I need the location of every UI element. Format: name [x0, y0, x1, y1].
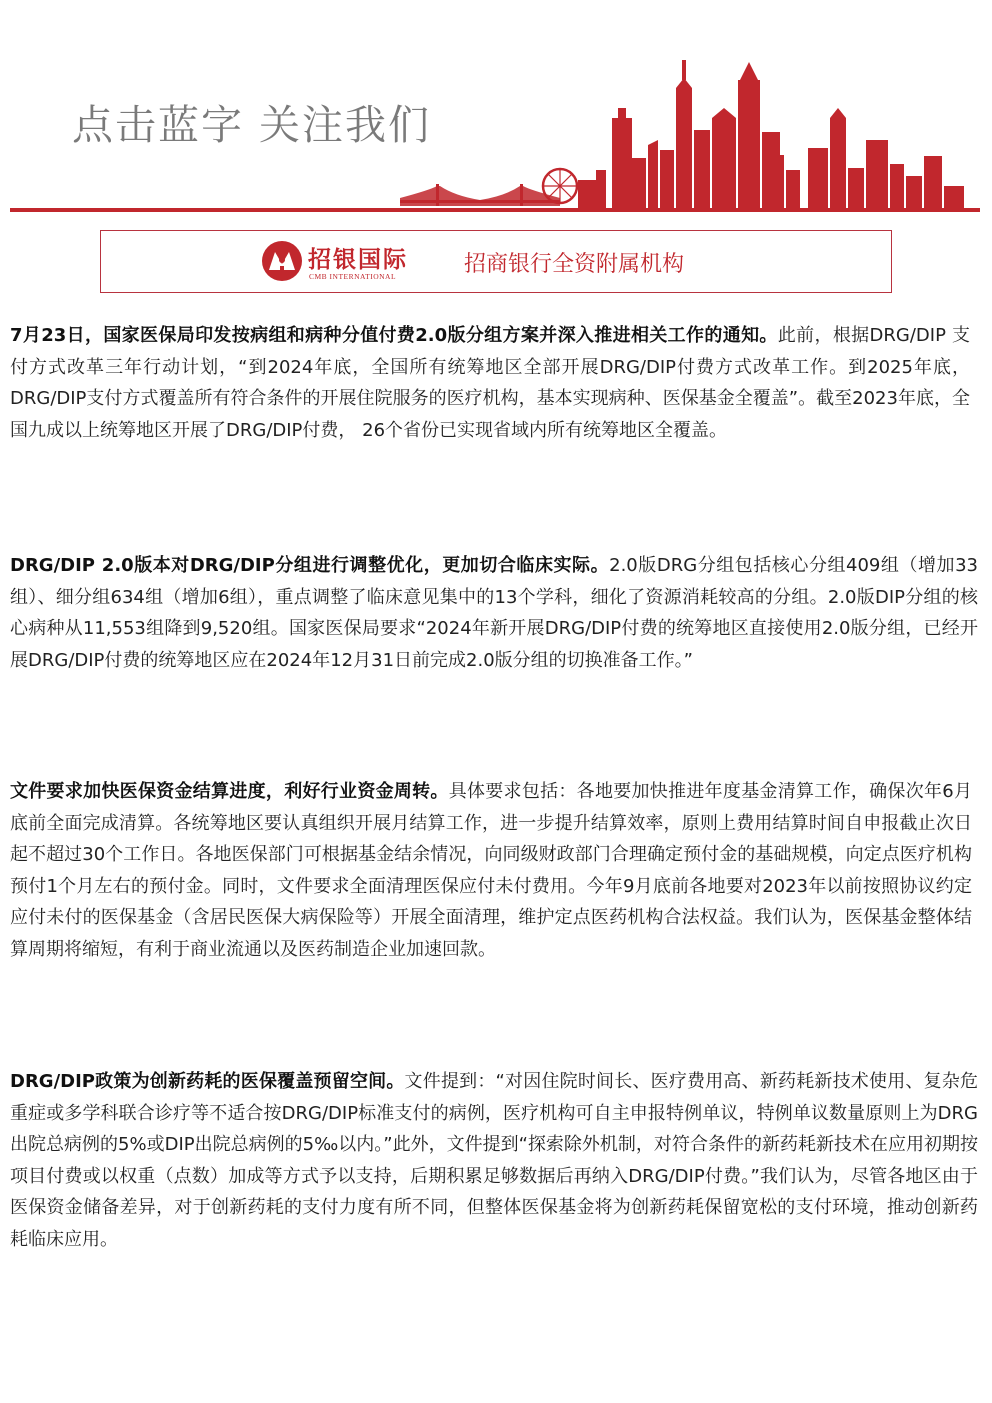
paragraph-1: [10, 320, 970, 446]
brand-logo-english: CMB INTERNATIONAL: [309, 272, 397, 281]
follow-us-text[interactable]: 点击蓝字 关注我们: [72, 101, 432, 149]
paragraph-4: [10, 1066, 978, 1255]
paragraph-lead: DRG/DIP政策为创新药耗的医保覆盖预留空间。: [10, 1071, 405, 1092]
paragraph-3: [10, 776, 972, 965]
brand-tagline: 招商银行全资附属机构: [464, 252, 685, 277]
paragraph-lead: DRG/DIP 2.0版本对DRG/DIP分组进行调整优化，更加切合临床实际。: [10, 555, 610, 576]
brand-logo-chinese: 招银国际: [308, 246, 408, 273]
paragraph-text: 文件提到：“对因住院时间长、医疗费用高、新药耗新技术使用、复杂危重症或多学科联合诊疗等不适合按DRG/DIP标准支付的病例，医疗机构可自主申报特例单议，特例单议数量原则上为DRG出院总病例的5%或DIP出院总病例的5‰以内。”此外，文件提到“探索除外机制，对符合条件的新药耗新技术在应用初期按项目付费或以权重（点数）加成等方式予以支持，后期积累足够数据后再纳入DRG/DIP付费。”我们认为，尽管各地区由于医保资金储备差异，对于创新药耗的支付力度有所不同，但整体医保基金将为创新药耗保留宽松的支付环境，推动创新药耗临床应用。: [10, 1071, 978, 1250]
paragraph-text: 2.0版DRG分组包括核心分组409组（增加33组）、细分组634组（增加6组），重点调整了临床意见集中的13个学科，细化了资源消耗较高的分组。2.0版DIP分组的核心病种从11,553组降到9,520组。国家医保局要求“2024年新开展DRG/DIP付费的统筹地区直接使用2.0版分组，已经开展DRG/DIP付费的统筹地区应在2024年12月31日前完成2.0版分组的切换准备工作。”: [10, 555, 978, 671]
page-header: [0, 0, 992, 215]
paragraph-lead: 7月23日，国家医保局印发按病组和病种分值付费2.0版分组方案并深入推进相关工作的通知。: [10, 325, 778, 346]
cmb-seal-icon: [261, 240, 303, 282]
paragraph-2: [10, 550, 978, 676]
paragraph-lead: 文件要求加快医保资金结算进度，利好行业资金周转。: [10, 781, 449, 802]
brand-banner: [100, 230, 892, 293]
paragraph-text: 具体要求包括：各地要加快推进年度基金清算工作，确保次年6月底前全面完成清算。各统筹地区要认真组织开展月结算工作，进一步提升结算效率，原则上费用结算时间自申报截止次日起不超过30个工作日。各地医保部门可根据基金结余情况，向同级财政部门合理确定预付金的基础规模，向定点医疗机构预付1个月左右的预付金。同时，文件要求全面清理医保应付未付费用。今年9月底前各地要对2023年以前按照协议约定应付未付的医保基金（含居民医保大病保险等）开展全面清理，维护定点医药机构合法权益。我们认为，医保基金整体结算周期将缩短，有利于商业流通以及医药制造企业加速回款。: [10, 781, 973, 960]
paragraph-text: 此前，根据DRG/DIP 支付方式改革三年行动计划，“到2024年底，全国所有统筹地区全部开展DRG/DIP付费方式改革工作。到2025年底，DRG/DIP支付方式覆盖所有符合条件的开展住院服务的医疗机构，基本实现病种、医保基金全覆盖”。截至2023年底，全国九成以上统筹地区开展了DRG/DIP付费， 26个省份已实现省域内所有统筹地区全覆盖。: [10, 325, 971, 441]
